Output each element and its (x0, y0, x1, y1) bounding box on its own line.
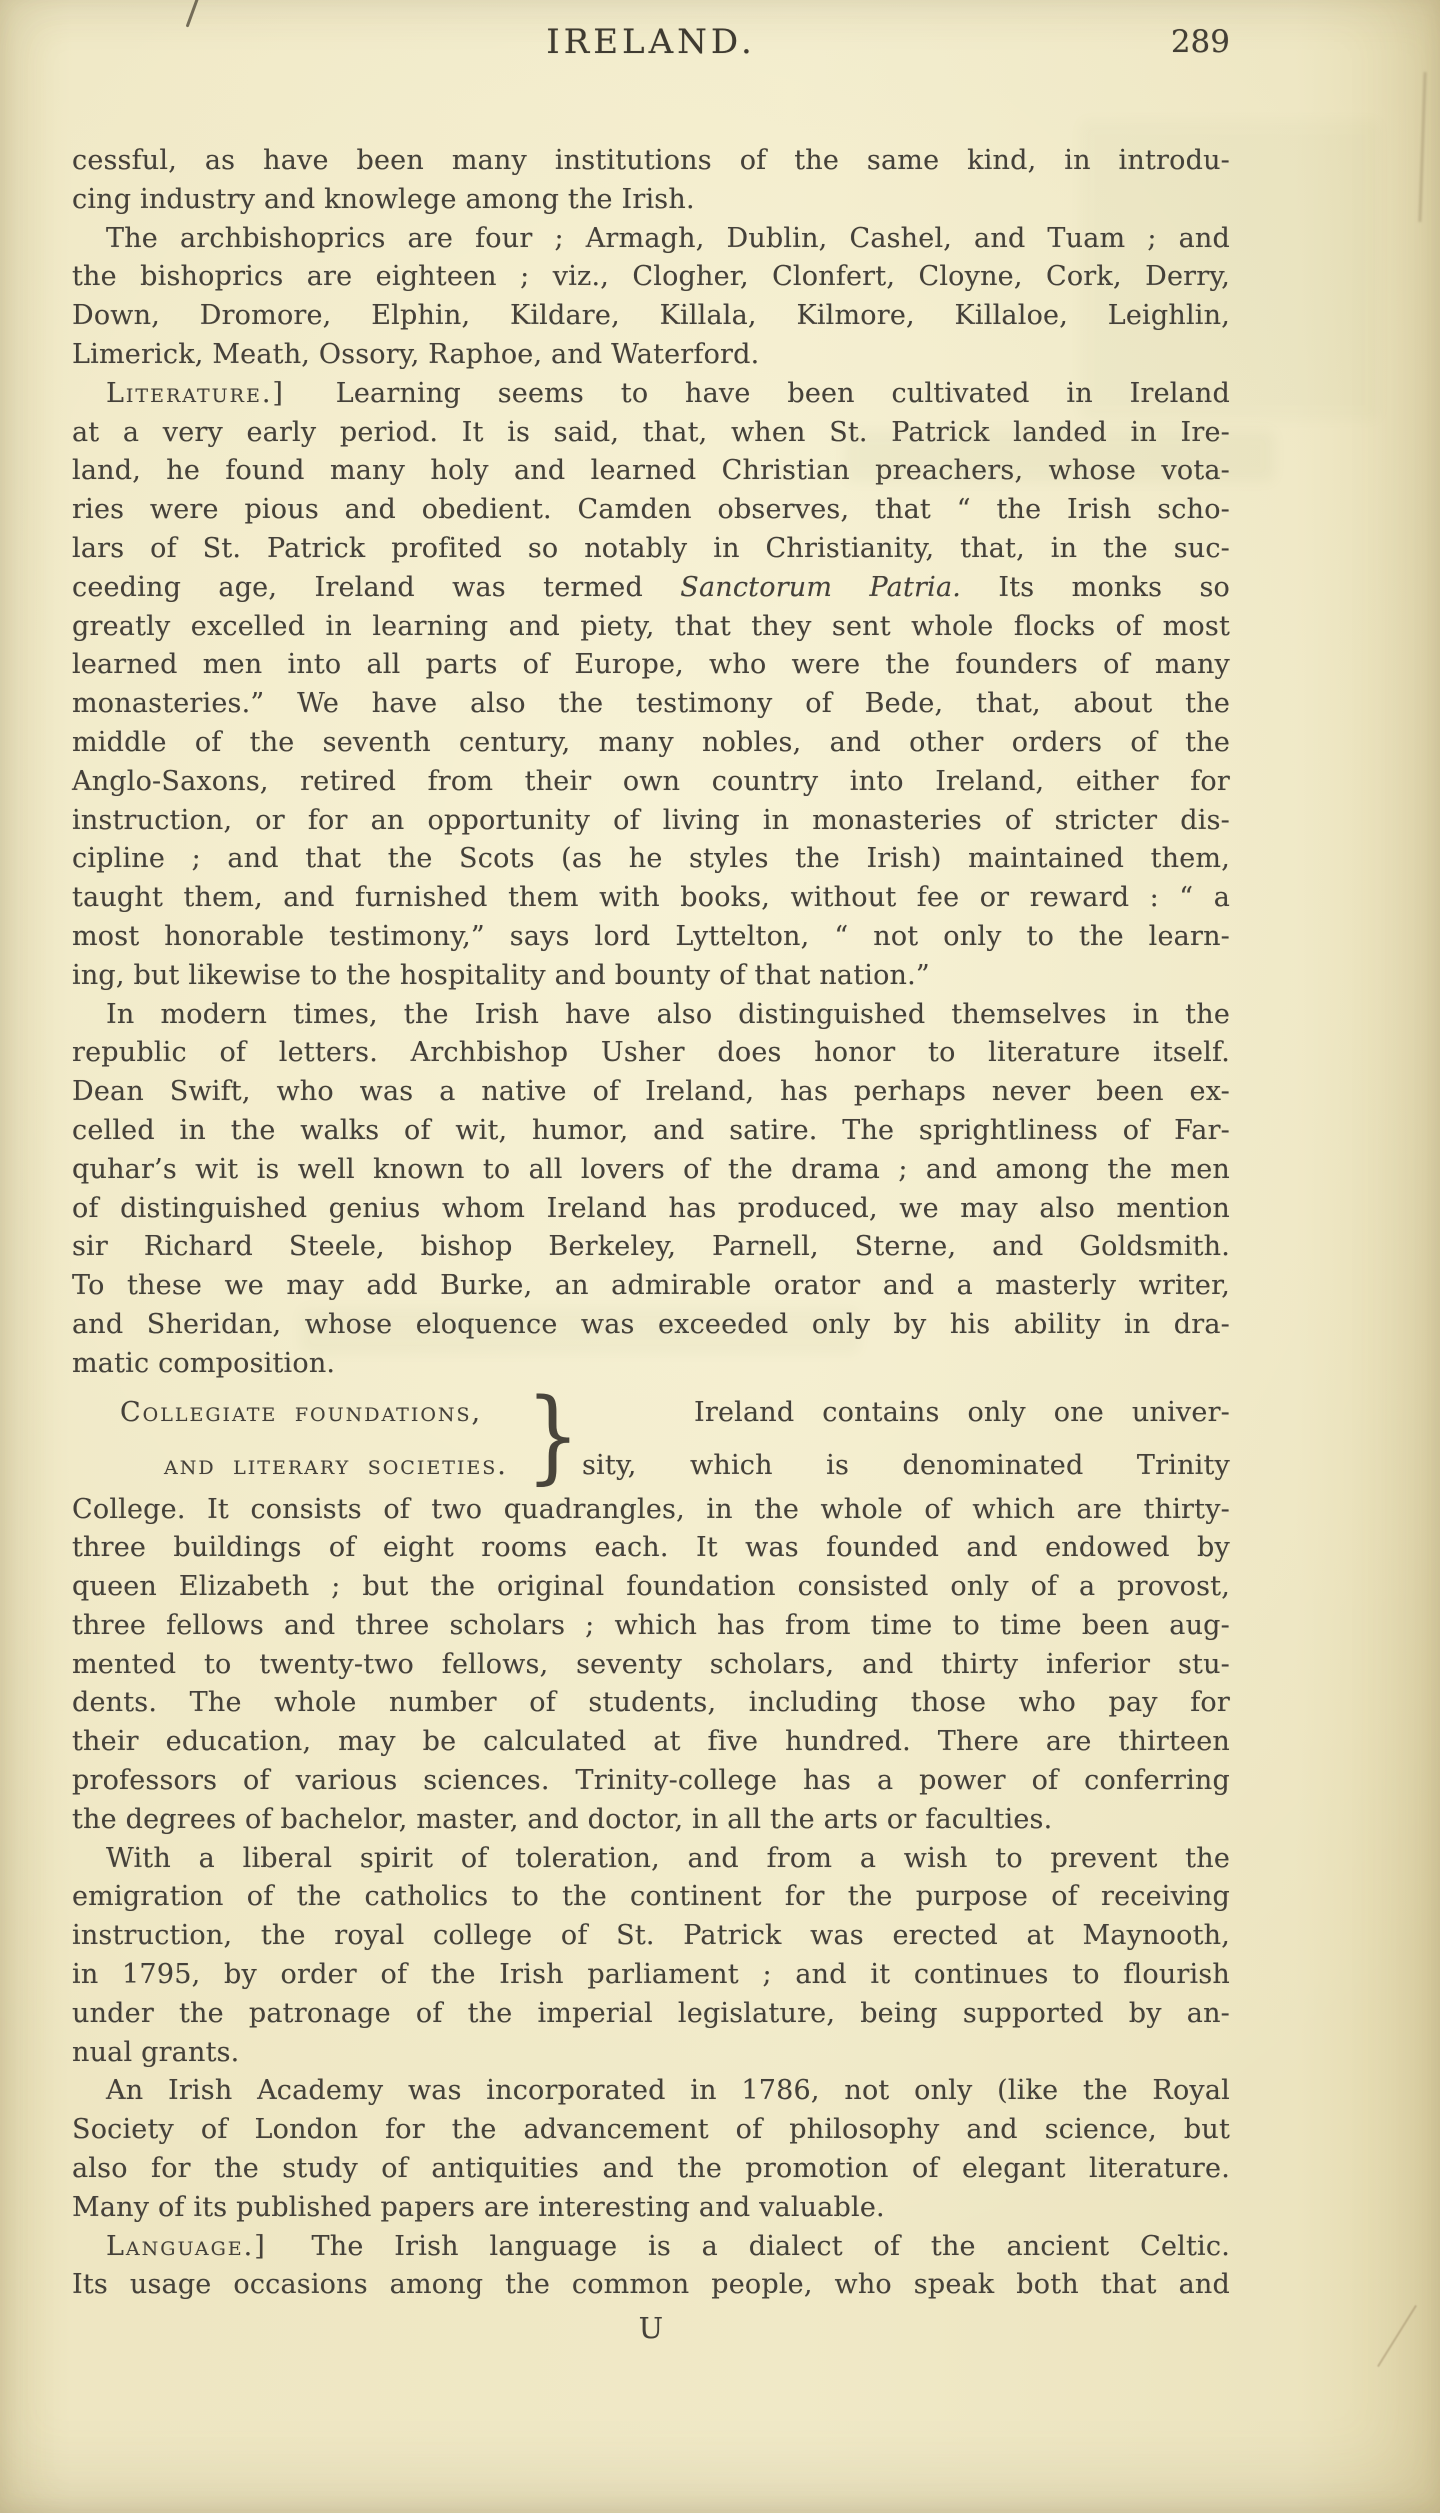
text-line: The archbishoprics are four ; Armagh, Dublin, Cashel, and Tuam ; and (106, 222, 1230, 254)
text-line: the bishoprics are eighteen ; viz., Clogher, Clonfert, Cloyne, Cork, Derry, (72, 261, 1230, 293)
section-literature (72, 375, 1230, 996)
text-line: and Sheridan, whose eloquence was exceeded only by his ability in dra- (72, 1308, 1230, 1340)
text-line: republic of letters. Archbishop Usher does honor to literature itself. (72, 1037, 1230, 1069)
text-run: Learning seems to have been cultivated in Ireland (335, 377, 1230, 409)
text-line: ing, but likewise to the hospitality and bounty of that nation.” (72, 959, 930, 991)
paragraph-bishoprics (72, 220, 1230, 375)
text-line: professors of various sciences. Trinity-college has a power of conferring (72, 1765, 1230, 1797)
text-line: Down, Dromore, Elphin, Kildare, Killala, Kilmore, Killaloe, Leighlin, (72, 300, 1230, 332)
text-line: In modern times, the Irish have also distinguished themselves in the (106, 998, 1230, 1030)
paragraph-irish-academy (72, 2072, 1230, 2227)
latin-phrase: Sanctorum Patria. (680, 571, 962, 603)
text-column (72, 142, 1230, 2348)
text-line: land, he found many holy and learned Christian preachers, whose vota- (72, 455, 1230, 487)
text-run: ceeding age, Ireland was termed (72, 571, 643, 603)
corner-scratch-artifact (1377, 2305, 1417, 2367)
text-line: sity, which is denominated Trinity (582, 1449, 1230, 1481)
text-line: Dean Swift, who was a native of Ireland, has perhaps never been ex- (72, 1076, 1230, 1108)
text-line: three fellows and three scholars ; which has from time to time been aug- (72, 1609, 1230, 1641)
paragraph-continuation (72, 142, 1230, 220)
text-line: queen Elizabeth ; but the original foundation consisted only of a provost, (72, 1571, 1230, 1603)
page-header (72, 22, 1230, 72)
collegiate-heading-block (72, 1377, 1230, 1496)
text-line (72, 569, 1230, 608)
text-line: sir Richard Steele, bishop Berkeley, Parnell, Sterne, and Goldsmith. (72, 1231, 1230, 1263)
text-line: Many of its published papers are interesting and valuable. (72, 2191, 885, 2223)
text-line: three buildings of eight rooms each. It was founded and endowed by (72, 1532, 1230, 1564)
text-run: The Irish language is a dialect of the ancient Celtic. (311, 2230, 1230, 2262)
text-line: nual grants. (72, 2036, 240, 2068)
text-line: quhar’s wit is well known to all lovers of the drama ; and among the men (72, 1153, 1230, 1185)
text-line: Society of London for the advancement of philosophy and science, but (72, 2114, 1230, 2146)
text-line: Its usage occasions among the common people, who speak both that and (72, 2269, 1230, 2301)
page-number: 289 (1170, 24, 1230, 60)
text-line: Ireland contains only one univer- (694, 1396, 1230, 1428)
text-line: lars of St. Patrick profited so notably in Christianity, that, in the suc- (72, 532, 1230, 564)
section-heading-literature: Literature.] (106, 377, 285, 409)
section-heading-language: Language.] (106, 2230, 267, 2262)
text-line (72, 375, 1230, 414)
paragraph-toleration (72, 1840, 1230, 2073)
text-run: Its monks so (998, 571, 1230, 603)
text-line: cipline ; and that the Scots (as he styles the Irish) maintained them, (72, 843, 1230, 875)
text-line: mented to twenty-two fellows, seventy scholars, and thirty inferior stu- (72, 1648, 1230, 1680)
brace-container (524, 1377, 582, 1496)
text-line: dents. The whole number of students, including those who pay for (72, 1687, 1230, 1719)
text-line: matic composition. (72, 1347, 336, 1379)
section-language (72, 2228, 1230, 2306)
text-line: instruction, the royal college of St. Patrick was erected at Maynooth, (72, 1920, 1230, 1952)
text-line: the degrees of bachelor, master, and doctor, in all the arts or faculties. (72, 1803, 1053, 1835)
text-line: at a very early period. It is said, that, when St. Patrick landed in Ire- (72, 416, 1230, 448)
text-line: emigration of the catholics to the continent for the purpose of receiving (72, 1881, 1230, 1913)
text-line: celled in the walks of wit, humor, and satire. The sprightliness of Far- (72, 1114, 1230, 1146)
section-collegiate-foundations (72, 1377, 1230, 1840)
text-line: To these we may add Burke, an admirable orator and a masterly writer, (72, 1270, 1230, 1302)
text-line: learned men into all parts of Europe, who were the founders of many (72, 649, 1230, 681)
text-line: middle of the seventh century, many nobles, and other orders of the (72, 726, 1230, 758)
text-line: cing industry and knowlege among the Irish. (72, 183, 695, 215)
text-line: With a liberal spirit of toleration, and from a wish to prevent the (106, 1842, 1230, 1874)
collegiate-heading (72, 1384, 524, 1491)
text-line: of distinguished genius whom Ireland has produced, we may also mention (72, 1192, 1230, 1224)
text-line: monasteries.” We have also the testimony of Bede, that, about the (72, 688, 1230, 720)
running-head: IRELAND. (546, 22, 756, 62)
section-heading-line: Collegiate foundations, (120, 1396, 483, 1428)
text-line: ries were pious and obedient. Camden observes, that “ the Irish scho- (72, 494, 1230, 526)
text-line: also for the study of antiquities and the promotion of elegant literature. (72, 2153, 1230, 2185)
text-line: An Irish Academy was incorporated in 1786, not only (like the Royal (106, 2075, 1230, 2107)
text-line: their education, may be calculated at five hundred. There are thirteen (72, 1726, 1230, 1758)
brace-icon: } (526, 1377, 581, 1496)
text-line: College. It consists of two quadrangles, in the whole of which are thirty- (72, 1493, 1230, 1525)
text-line: cessful, as have been many institutions of the same kind, in introdu- (72, 145, 1230, 176)
text-line: Limerick, Meath, Ossory, Raphoe, and Waterford. (72, 338, 760, 370)
collegiate-intro-lines (582, 1384, 1230, 1491)
text-line: in 1795, by order of the Irish parliament ; and it continues to flourish (72, 1959, 1230, 1991)
paragraph-modern-times (72, 996, 1230, 1384)
section-heading-line: and literary societies. (164, 1449, 508, 1481)
text-line (72, 2228, 1230, 2267)
scan-edge-streak (1418, 72, 1426, 222)
text-line: taught them, and furnished them with books, without fee or reward : “ a (72, 882, 1230, 914)
text-line: greatly excelled in learning and piety, that they sent whole flocks of most (72, 610, 1230, 642)
text-line: under the patronage of the imperial legislature, being supported by an- (72, 1997, 1230, 2029)
text-line: instruction, or for an opportunity of living in monasteries of stricter dis- (72, 804, 1230, 836)
text-line: Anglo-Saxons, retired from their own country into Ireland, either for (72, 765, 1230, 797)
text-line: most honorable testimony,” says lord Lyttelton, “ not only to the learn- (72, 920, 1230, 952)
signature-mark: U (638, 2311, 664, 2346)
